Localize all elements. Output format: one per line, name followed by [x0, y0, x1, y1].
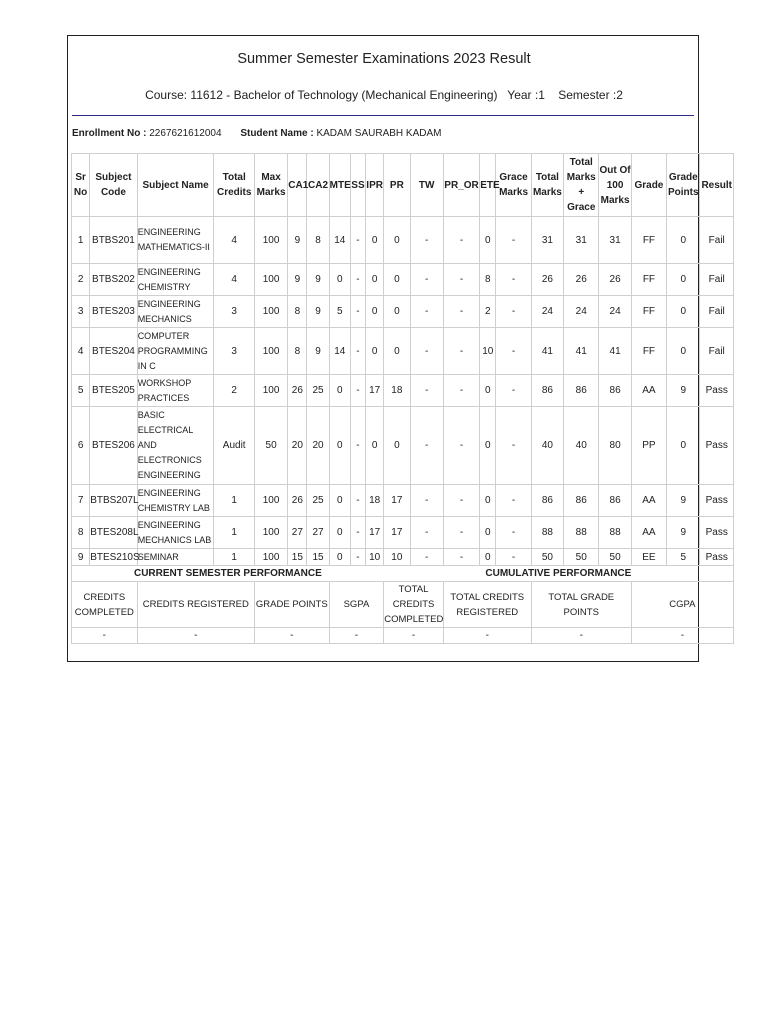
cell-total-credits: 1: [214, 517, 254, 549]
header-divider: [72, 115, 694, 116]
cell-out-of-100: 26: [599, 264, 631, 296]
cell-ca1: 26: [288, 485, 307, 517]
cell-grade: EE: [631, 549, 666, 566]
cell-ca1: 9: [288, 217, 307, 264]
cell-pr-or: -: [443, 375, 479, 407]
cell-pr: 0: [384, 264, 410, 296]
total-credits-completed-value: -: [384, 628, 444, 644]
cell-grace-marks: -: [496, 296, 531, 328]
cell-subject-code: BTES205: [90, 375, 138, 407]
cgpa-value: -: [631, 628, 733, 644]
cell-grace-marks: -: [496, 407, 531, 485]
cell-subject-code: BTBS201: [90, 217, 138, 264]
cell-subject-name: COMPUTER PROGRAMMING IN C: [137, 328, 214, 375]
cell-ipr: 0: [366, 264, 384, 296]
cell-total-credits: 1: [214, 549, 254, 566]
cell-total-marks: 50: [531, 549, 563, 566]
cell-out-of-100: 31: [599, 217, 631, 264]
cell-pr: 0: [384, 296, 410, 328]
cell-ss: -: [350, 217, 365, 264]
cell-ss: -: [350, 485, 365, 517]
cell-mte: 0: [329, 549, 350, 566]
cell-out-of-100: 86: [599, 485, 631, 517]
cell-ipr: 18: [366, 485, 384, 517]
credits-completed-value: -: [72, 628, 138, 644]
cell-grade: AA: [631, 375, 666, 407]
cell-grade-points: 0: [667, 217, 700, 264]
cell-max-marks: 100: [254, 217, 287, 264]
column-header-ca2: CA2: [307, 154, 329, 217]
cell-total-credits: 4: [214, 264, 254, 296]
cell-out-of-100: 88: [599, 517, 631, 549]
cell-sr-no: 3: [72, 296, 90, 328]
cell-sr-no: 5: [72, 375, 90, 407]
cell-tw: -: [410, 375, 443, 407]
cgpa-header: CGPA: [631, 582, 733, 628]
column-header-ipr: IPR: [366, 154, 384, 217]
cell-pr: 0: [384, 407, 410, 485]
grade-points-header: GRADE POINTS: [254, 582, 329, 628]
credits-registered-value: -: [137, 628, 254, 644]
cell-grade-points: 9: [667, 375, 700, 407]
cell-total-marks-grace: 86: [564, 485, 599, 517]
cell-total-marks: 88: [531, 517, 563, 549]
column-header-grade-points: Grade Points: [667, 154, 700, 217]
column-header-pr: PR: [384, 154, 410, 217]
cell-subject-name: ENGINEERING CHEMISTRY LAB: [137, 485, 214, 517]
cell-total-marks-grace: 24: [564, 296, 599, 328]
cell-grade: AA: [631, 517, 666, 549]
cell-subject-name: BASIC ELECTRICAL AND ELECTRONICS ENGINEERING: [137, 407, 214, 485]
column-header-sr-no: Sr No: [72, 154, 90, 217]
cell-pr-or: -: [443, 549, 479, 566]
cell-ete: 2: [480, 296, 496, 328]
student-name: KADAM SAURABH KADAM: [316, 128, 442, 139]
cell-grace-marks: -: [496, 485, 531, 517]
cell-grade-points: 0: [667, 296, 700, 328]
performance-values-row: [72, 628, 734, 644]
cell-grade: FF: [631, 217, 666, 264]
cell-total-marks: 24: [531, 296, 563, 328]
cell-ipr: 0: [366, 407, 384, 485]
table-header-row: [72, 154, 734, 217]
cell-grade: PP: [631, 407, 666, 485]
credits-registered-header: CREDITS REGISTERED: [137, 582, 254, 628]
cell-ete: 0: [480, 485, 496, 517]
cell-ete: 10: [480, 328, 496, 375]
cell-max-marks: 100: [254, 549, 287, 566]
cell-grace-marks: -: [496, 375, 531, 407]
cell-total-marks: 41: [531, 328, 563, 375]
cell-ca1: 26: [288, 375, 307, 407]
cell-out-of-100: 80: [599, 407, 631, 485]
table-row: [72, 407, 734, 485]
column-header-mte: MTE: [329, 154, 350, 217]
column-header-max-marks: Max Marks: [254, 154, 287, 217]
table-row: [72, 328, 734, 375]
cell-ca1: 20: [288, 407, 307, 485]
cell-ete: 0: [480, 407, 496, 485]
cell-subject-code: BTBS202: [90, 264, 138, 296]
cell-max-marks: 100: [254, 517, 287, 549]
cell-out-of-100: 24: [599, 296, 631, 328]
cell-ss: -: [350, 328, 365, 375]
cell-result: Pass: [700, 517, 734, 549]
cell-pr: 0: [384, 217, 410, 264]
cell-ipr: 17: [366, 517, 384, 549]
cell-result: Fail: [700, 217, 734, 264]
cell-sr-no: 7: [72, 485, 90, 517]
cell-result: Pass: [700, 485, 734, 517]
cell-pr-or: -: [443, 328, 479, 375]
cell-mte: 0: [329, 375, 350, 407]
sgpa-value: -: [329, 628, 384, 644]
table-row: [72, 264, 734, 296]
table-row: [72, 485, 734, 517]
cell-pr: 10: [384, 549, 410, 566]
cell-ss: -: [350, 375, 365, 407]
cell-grade-points: 9: [667, 517, 700, 549]
column-header-grace-marks: Grace Marks: [496, 154, 531, 217]
cell-ete: 0: [480, 549, 496, 566]
cell-grade: FF: [631, 264, 666, 296]
cell-ca2: 25: [307, 485, 329, 517]
cell-grace-marks: -: [496, 549, 531, 566]
column-header-ete: ETE: [480, 154, 496, 217]
cell-out-of-100: 86: [599, 375, 631, 407]
cell-pr-or: -: [443, 407, 479, 485]
cell-grade-points: 9: [667, 485, 700, 517]
total-credits-completed-header: TOTAL CREDITS COMPLETED: [384, 582, 444, 628]
cell-subject-code: BTES208L: [90, 517, 138, 549]
course-info: Course: 11612 - Bachelor of Technology (Mechanical Engineering) Year :1 Semester :2: [145, 88, 623, 102]
cell-ca2: 9: [307, 296, 329, 328]
cell-total-marks-grace: 41: [564, 328, 599, 375]
cell-total-marks-grace: 88: [564, 517, 599, 549]
cell-sr-no: 2: [72, 264, 90, 296]
cell-tw: -: [410, 407, 443, 485]
grade-points-value: -: [254, 628, 329, 644]
cell-max-marks: 50: [254, 407, 287, 485]
cell-ipr: 17: [366, 375, 384, 407]
total-grade-points-value: -: [531, 628, 631, 644]
cell-ca1: 27: [288, 517, 307, 549]
cell-mte: 5: [329, 296, 350, 328]
cell-ss: -: [350, 296, 365, 328]
cell-ete: 0: [480, 217, 496, 264]
cell-total-credits: 4: [214, 217, 254, 264]
student-name-label: Student Name :: [240, 128, 314, 139]
enrollment-label: Enrollment No :: [72, 128, 147, 139]
cell-ss: -: [350, 407, 365, 485]
column-header-total-marks-grace: Total Marks + Grace: [564, 154, 599, 217]
table-row: [72, 375, 734, 407]
cell-ca2: 25: [307, 375, 329, 407]
column-header-ca1: CA1: [288, 154, 307, 217]
cell-result: Fail: [700, 264, 734, 296]
cell-pr-or: -: [443, 485, 479, 517]
cell-max-marks: 100: [254, 264, 287, 296]
cell-pr: 18: [384, 375, 410, 407]
cell-grace-marks: -: [496, 217, 531, 264]
cell-ss: -: [350, 517, 365, 549]
cell-grade-points: 5: [667, 549, 700, 566]
cell-total-marks: 86: [531, 485, 563, 517]
cell-pr-or: -: [443, 296, 479, 328]
column-header-tw: TW: [410, 154, 443, 217]
cell-ete: 0: [480, 517, 496, 549]
cell-ete: 0: [480, 375, 496, 407]
cell-total-marks-grace: 40: [564, 407, 599, 485]
column-header-subject-code: Subject Code: [90, 154, 138, 217]
cell-pr: 17: [384, 485, 410, 517]
cell-ca2: 20: [307, 407, 329, 485]
cell-pr-or: -: [443, 264, 479, 296]
cell-tw: -: [410, 217, 443, 264]
cell-total-marks: 40: [531, 407, 563, 485]
cell-subject-name: ENGINEERING MECHANICS: [137, 296, 214, 328]
column-header-subject-name: Subject Name: [137, 154, 214, 217]
cell-grade-points: 0: [667, 407, 700, 485]
column-header-total-credits: Total Credits: [214, 154, 254, 217]
cell-pr: 17: [384, 517, 410, 549]
cell-mte: 0: [329, 517, 350, 549]
cell-total-credits: 3: [214, 296, 254, 328]
cell-total-credits: 1: [214, 485, 254, 517]
cell-ca1: 15: [288, 549, 307, 566]
cell-pr-or: -: [443, 517, 479, 549]
total-grade-points-header: TOTAL GRADE POINTS: [531, 582, 631, 628]
cell-out-of-100: 41: [599, 328, 631, 375]
table-row: [72, 217, 734, 264]
cell-tw: -: [410, 485, 443, 517]
column-header-total-marks: Total Marks: [531, 154, 563, 217]
current-performance-title: CURRENT SEMESTER PERFORMANCE: [72, 566, 384, 582]
cell-mte: 14: [329, 328, 350, 375]
cell-max-marks: 100: [254, 485, 287, 517]
cell-grace-marks: -: [496, 264, 531, 296]
cell-grace-marks: -: [496, 517, 531, 549]
performance-title-row: [72, 566, 734, 582]
sgpa-header: SGPA: [329, 582, 384, 628]
cell-subject-name: ENGINEERING MATHEMATICS-II: [137, 217, 214, 264]
cell-total-marks-grace: 31: [564, 217, 599, 264]
cell-subject-code: BTES206: [90, 407, 138, 485]
cell-tw: -: [410, 517, 443, 549]
cell-tw: -: [410, 264, 443, 296]
cell-max-marks: 100: [254, 328, 287, 375]
cell-result: Fail: [700, 328, 734, 375]
cell-ss: -: [350, 549, 365, 566]
cell-ca2: 9: [307, 328, 329, 375]
column-header-result: Result: [700, 154, 734, 217]
cell-total-credits: 2: [214, 375, 254, 407]
cell-grade: AA: [631, 485, 666, 517]
cell-result: Pass: [700, 549, 734, 566]
cell-result: Fail: [700, 296, 734, 328]
cell-subject-code: BTES210S: [90, 549, 138, 566]
cell-total-marks-grace: 26: [564, 264, 599, 296]
marks-table: [71, 153, 734, 644]
cell-ca2: 9: [307, 264, 329, 296]
cell-sr-no: 1: [72, 217, 90, 264]
cell-total-credits: 3: [214, 328, 254, 375]
cell-ss: -: [350, 264, 365, 296]
cell-subject-code: BTBS207L: [90, 485, 138, 517]
cell-max-marks: 100: [254, 296, 287, 328]
cumulative-performance-title: CUMULATIVE PERFORMANCE: [384, 566, 734, 582]
table-row: [72, 296, 734, 328]
column-header-pr-or: PR_OR: [443, 154, 479, 217]
cell-ipr: 0: [366, 217, 384, 264]
cell-ca2: 27: [307, 517, 329, 549]
cell-max-marks: 100: [254, 375, 287, 407]
cell-grade: FF: [631, 328, 666, 375]
cell-ca2: 8: [307, 217, 329, 264]
cell-subject-name: ENGINEERING CHEMISTRY: [137, 264, 214, 296]
cell-sr-no: 4: [72, 328, 90, 375]
cell-tw: -: [410, 296, 443, 328]
cell-ca1: 8: [288, 328, 307, 375]
table-row: [72, 517, 734, 549]
cell-out-of-100: 50: [599, 549, 631, 566]
cell-result: Pass: [700, 375, 734, 407]
table-row: [72, 549, 734, 566]
cell-subject-name: WORKSHOP PRACTICES: [137, 375, 214, 407]
page-title: Summer Semester Examinations 2023 Result: [237, 51, 531, 67]
cell-total-marks: 86: [531, 375, 563, 407]
total-credits-registered-header: TOTAL CREDITS REGISTERED: [443, 582, 531, 628]
cell-subject-code: BTES203: [90, 296, 138, 328]
cell-mte: 0: [329, 407, 350, 485]
cell-pr-or: -: [443, 217, 479, 264]
enrollment-number: 2267621612004: [149, 128, 222, 139]
cell-result: Pass: [700, 407, 734, 485]
cell-sr-no: 6: [72, 407, 90, 485]
cell-tw: -: [410, 328, 443, 375]
student-info: [72, 128, 441, 139]
cell-grade-points: 0: [667, 264, 700, 296]
cell-subject-code: BTES204: [90, 328, 138, 375]
cell-mte: 0: [329, 485, 350, 517]
cell-ca1: 9: [288, 264, 307, 296]
cell-ca2: 15: [307, 549, 329, 566]
cell-total-marks-grace: 86: [564, 375, 599, 407]
cell-mte: 14: [329, 217, 350, 264]
cell-pr: 0: [384, 328, 410, 375]
cell-ipr: 10: [366, 549, 384, 566]
cell-sr-no: 8: [72, 517, 90, 549]
column-header-out-of-100: Out Of 100 Marks: [599, 154, 631, 217]
cell-total-credits: Audit: [214, 407, 254, 485]
cell-ipr: 0: [366, 328, 384, 375]
cell-total-marks: 26: [531, 264, 563, 296]
cell-subject-name: SEMINAR: [137, 549, 214, 566]
credits-completed-header: CREDITS COMPLETED: [72, 582, 138, 628]
cell-total-marks: 31: [531, 217, 563, 264]
cell-ipr: 0: [366, 296, 384, 328]
cell-grade: FF: [631, 296, 666, 328]
cell-ca1: 8: [288, 296, 307, 328]
total-credits-registered-value: -: [443, 628, 531, 644]
performance-columns-row: [72, 582, 734, 628]
cell-total-marks-grace: 50: [564, 549, 599, 566]
cell-grade-points: 0: [667, 328, 700, 375]
cell-grace-marks: -: [496, 328, 531, 375]
cell-subject-name: ENGINEERING MECHANICS LAB: [137, 517, 214, 549]
cell-tw: -: [410, 549, 443, 566]
cell-mte: 0: [329, 264, 350, 296]
cell-ete: 8: [480, 264, 496, 296]
column-header-ss: SS: [350, 154, 365, 217]
cell-sr-no: 9: [72, 549, 90, 566]
column-header-grade: Grade: [631, 154, 666, 217]
